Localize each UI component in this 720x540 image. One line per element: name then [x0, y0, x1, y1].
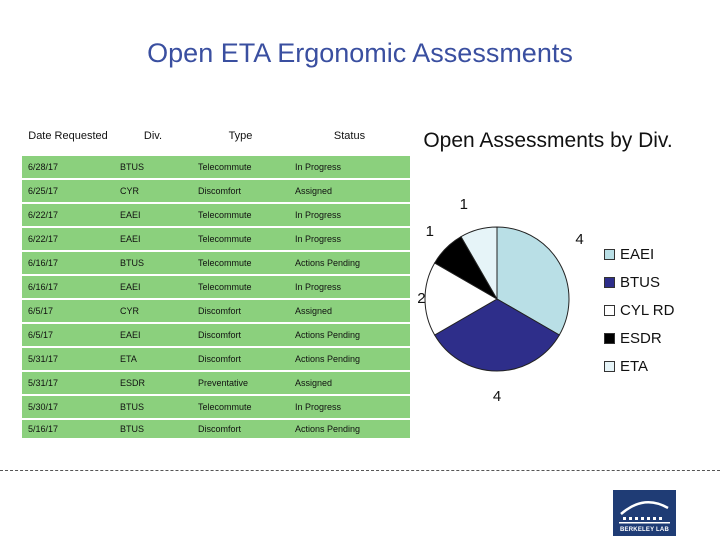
cell-type: Discomfort	[192, 419, 289, 439]
cell-type: Preventative	[192, 371, 289, 395]
cell-date: 5/30/17	[22, 395, 114, 419]
cell-type: Telecommute	[192, 227, 289, 251]
header-division: Div.	[114, 118, 192, 155]
legend-item-eaei	[604, 240, 714, 268]
cell-type: Telecommute	[192, 275, 289, 299]
cell-status: Actions Pending	[289, 251, 410, 275]
legend-label: BTUS	[620, 273, 661, 291]
cell-status: In Progress	[289, 395, 410, 419]
cell-date: 6/22/17	[22, 203, 114, 227]
cell-type: Discomfort	[192, 179, 289, 203]
legend-label: ETA	[620, 357, 649, 375]
cell-status: In Progress	[289, 227, 410, 251]
cell-type: Discomfort	[192, 347, 289, 371]
chart-legend	[604, 240, 714, 380]
pie-label-cyl-rd: 2	[417, 289, 426, 307]
lab-building-icon	[613, 490, 676, 528]
cell-division: EAEI	[114, 275, 192, 299]
cell-division: BTUS	[114, 395, 192, 419]
cell-type: Discomfort	[192, 323, 289, 347]
cell-status: Assigned	[289, 299, 410, 323]
legend-item-esdr	[604, 324, 714, 352]
slide-title: Open ETA Ergonomic Assessments	[147, 38, 573, 68]
pie-label-eta: 1	[459, 196, 468, 214]
legend-item-cyl-rd	[604, 296, 714, 324]
footer-divider	[0, 470, 720, 471]
legend-label: CYL RD	[620, 301, 675, 319]
logo-text: BERKELEY LAB	[620, 527, 669, 533]
legend-label: EAEI	[620, 245, 655, 263]
cell-type: Telecommute	[192, 203, 289, 227]
cell-date: 6/5/17	[22, 323, 114, 347]
cell-date: 6/25/17	[22, 179, 114, 203]
legend-swatch	[604, 361, 615, 372]
cell-date: 5/31/17	[22, 347, 114, 371]
header-type: Type	[192, 118, 289, 155]
legend-swatch	[604, 305, 615, 316]
pie-label-esdr: 1	[425, 222, 434, 240]
legend-swatch	[604, 249, 615, 260]
pie-label-eaei: 4	[575, 230, 584, 248]
cell-type: Telecommute	[192, 395, 289, 419]
legend-swatch	[604, 277, 615, 288]
cell-type: Telecommute	[192, 251, 289, 275]
cell-date: 5/16/17	[22, 419, 114, 439]
cell-division: EAEI	[114, 323, 192, 347]
cell-division: BTUS	[114, 155, 192, 179]
header-date-requested: Date Requested	[22, 118, 114, 155]
chart-title: Open Assessments by Div.	[423, 129, 673, 152]
cell-type: Discomfort	[192, 299, 289, 323]
cell-date: 5/31/17	[22, 371, 114, 395]
cell-status: In Progress	[289, 155, 410, 179]
cell-date: 6/16/17	[22, 275, 114, 299]
legend-swatch	[604, 333, 615, 344]
cell-division: EAEI	[114, 227, 192, 251]
cell-status: Assigned	[289, 371, 410, 395]
legend-item-btus	[604, 268, 714, 296]
cell-date: 6/28/17	[22, 155, 114, 179]
cell-status: Actions Pending	[289, 347, 410, 371]
cell-date: 6/16/17	[22, 251, 114, 275]
cell-division: CYR	[114, 299, 192, 323]
cell-division: CYR	[114, 179, 192, 203]
cell-status: In Progress	[289, 275, 410, 299]
pie-label-btus: 4	[492, 387, 502, 405]
cell-date: 6/22/17	[22, 227, 114, 251]
cell-division: ETA	[114, 347, 192, 371]
cell-status: Actions Pending	[289, 323, 410, 347]
header-status: Status	[289, 118, 410, 155]
cell-status: Actions Pending	[289, 419, 410, 439]
berkeley-lab-logo	[613, 490, 676, 536]
cell-division: EAEI	[114, 203, 192, 227]
cell-division: BTUS	[114, 419, 192, 439]
cell-type: Telecommute	[192, 155, 289, 179]
cell-status: Assigned	[289, 179, 410, 203]
cell-status: In Progress	[289, 203, 410, 227]
cell-date: 6/5/17	[22, 299, 114, 323]
cell-division: BTUS	[114, 251, 192, 275]
legend-item-eta	[604, 352, 714, 380]
legend-label: ESDR	[620, 329, 662, 347]
cell-division: ESDR	[114, 371, 192, 395]
